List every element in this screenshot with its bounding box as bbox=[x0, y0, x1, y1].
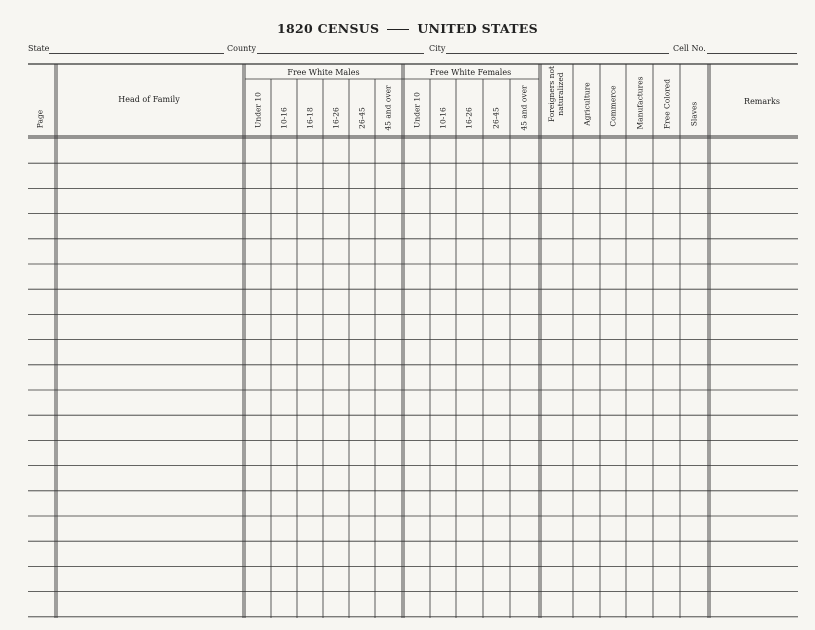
female-45-over-header: 45 and over bbox=[519, 85, 529, 131]
state-label: State bbox=[28, 44, 50, 53]
commerce-header: Commerce bbox=[608, 85, 618, 127]
slaves-header: Slaves bbox=[689, 101, 699, 127]
female-10-16-header: 10-16 bbox=[438, 107, 448, 129]
agriculture-header: Agriculture bbox=[582, 82, 592, 126]
male-16-26-header: 16-26 bbox=[331, 107, 341, 129]
foreigners-line1: Foreigners not bbox=[547, 66, 556, 122]
city-label: City bbox=[429, 44, 446, 53]
page-header: Page bbox=[35, 109, 45, 129]
county-label: County bbox=[227, 44, 256, 53]
manufactures-header: Manufactures bbox=[635, 76, 645, 130]
female-16-26-header: 16-26 bbox=[464, 107, 474, 129]
title-census: 1820 CENSUS bbox=[277, 21, 380, 36]
remarks-header: Remarks bbox=[744, 97, 780, 106]
female-26-45-header: 26-45 bbox=[491, 107, 501, 129]
foreigners-line2: naturalized bbox=[556, 72, 565, 116]
male-26-45-header: 26-45 bbox=[357, 107, 367, 129]
group-free-white-males: Free White Males bbox=[287, 68, 360, 77]
head-of-family-header: Head of Family bbox=[118, 95, 180, 104]
male-45-over-header: 45 and over bbox=[383, 85, 393, 131]
male-16-18-header: 16-18 bbox=[305, 107, 315, 129]
group-free-white-females: Free White Females bbox=[429, 68, 512, 77]
cell-no-label: Cell No. bbox=[673, 44, 706, 53]
foreigners-not-naturalized-header bbox=[547, 66, 565, 122]
female-under-10-header: Under 10 bbox=[412, 92, 422, 128]
free-colored-header: Free Colored bbox=[662, 78, 672, 130]
male-10-16-header: 10-16 bbox=[279, 107, 289, 129]
title-country: UNITED STATES bbox=[417, 21, 538, 36]
male-under-10-header: Under 10 bbox=[253, 92, 263, 128]
